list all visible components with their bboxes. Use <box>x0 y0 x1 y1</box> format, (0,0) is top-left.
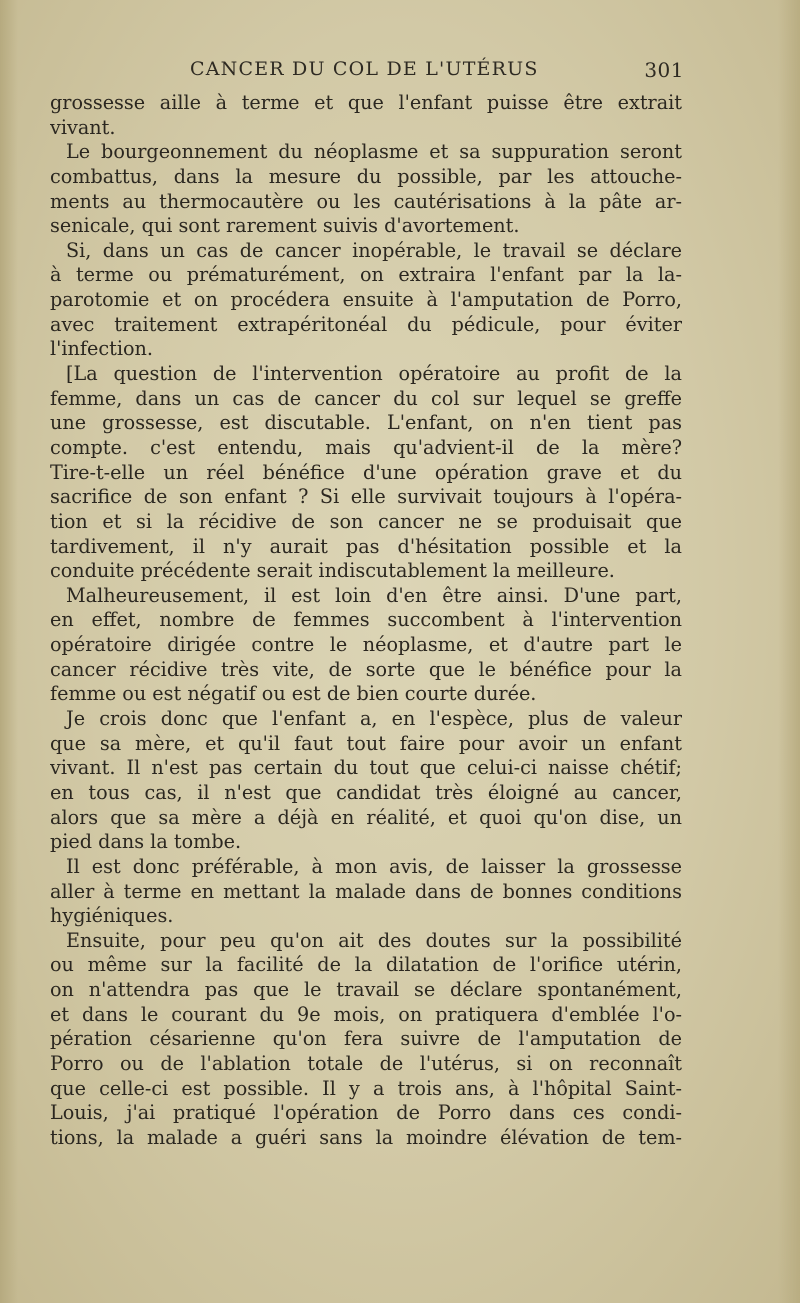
text-line: senicale, qui sont rarement suivis d'avortement. <box>50 214 520 238</box>
text-line: Ensuite, pour peu qu'on ait des doutes sur la possibilité <box>66 928 682 952</box>
text-line: Je crois donc que l'enfant a, en l'espèce, plus de valeur <box>66 707 682 731</box>
text-line: Louis, j'ai pratiqué l'opération de Porro dans ces condi- <box>50 1101 682 1125</box>
text-line: compte. c'est entendu, mais qu'advient-il de la mère? <box>50 435 682 459</box>
text-line: parotomie et on procédera ensuite à l'amputation de Porro, <box>50 288 682 312</box>
text-line: femme, dans un cas de cancer du col sur lequel se greffe <box>50 386 682 410</box>
text-line: conduite précédente serait indiscutablement la meilleure. <box>50 559 615 583</box>
text-line: vivant. <box>50 115 116 139</box>
page-header <box>50 58 690 84</box>
text-line: en tous cas, il n'est que candidat très éloigné au cancer, <box>50 780 682 804</box>
text-line: tion et si la récidive de son cancer ne se produisait que <box>50 509 682 533</box>
text-line: hygiéniques. <box>50 904 174 928</box>
text-line: en effet, nombre de femmes succombent à l'intervention <box>50 608 682 632</box>
text-line: on n'attendra pas que le travail se déclare spontanément, <box>50 978 682 1002</box>
page-edge-shadow-right <box>778 0 800 1303</box>
text-line: Le bourgeonnement du néoplasme et sa suppuration seront <box>66 140 682 164</box>
text-line: opératoire dirigée contre le néoplasme, et d'autre part le <box>50 633 682 657</box>
text-line: que celle-ci est possible. Il y a trois ans, à l'hôpital Saint- <box>50 1076 682 1100</box>
text-line: pération césarienne qu'on fera suivre de l'amputation de <box>50 1027 682 1051</box>
text-line: Porro ou de l'ablation totale de l'utérus, si on reconnaît <box>50 1051 682 1075</box>
page-edge-shadow-left <box>0 0 18 1303</box>
text-line: que sa mère, et qu'il faut tout faire pour avoir un enfant <box>50 731 682 755</box>
text-line: vivant. Il n'est pas certain du tout que celui-ci naisse chétif; <box>50 756 682 780</box>
text-line: une grossesse, est discutable. L'enfant, on n'en tient pas <box>50 411 682 435</box>
text-line: aller à terme en mettant la malade dans de bonnes conditions <box>50 879 682 903</box>
text-line: femme ou est négatif ou est de bien courte durée. <box>50 682 537 706</box>
text-line: tions, la malade a guéri sans la moindre élévation de tem- <box>50 1125 682 1149</box>
page-number: 301 <box>644 58 684 82</box>
text-line: Tire-t-elle un réel bénéfice d'une opération grave et du <box>50 460 682 484</box>
body-text <box>50 91 682 1151</box>
text-line: Malheureusement, il est loin d'en être ainsi. D'une part, <box>66 583 682 607</box>
text-line: avec traitement extrapéritonéal du pédicule, pour éviter <box>50 312 682 336</box>
text-line: grossesse aille à terme et que l'enfant puisse être extrait <box>50 91 682 114</box>
text-line: sacrifice de son enfant ? Si elle survivait toujours à l'opéra- <box>50 485 682 509</box>
text-line: combattus, dans la mesure du possible, par les attouche- <box>50 164 682 188</box>
text-line: ments au thermocautère ou les cautérisations à la pâte ar- <box>50 189 682 213</box>
text-line: pied dans la tombe. <box>50 830 242 854</box>
text-line: Il est donc préférable, à mon avis, de laisser la grossesse <box>66 854 682 878</box>
text-line: [La question de l'intervention opératoire au profit de la <box>66 362 682 386</box>
text-line: Si, dans un cas de cancer inopérable, le travail se déclare <box>66 238 682 262</box>
text-line: tardivement, il n'y aurait pas d'hésitation possible et la <box>50 534 682 558</box>
text-line: et dans le courant du 9e mois, on pratiquera d'emblée l'o- <box>50 1002 682 1026</box>
text-line: alors que sa mère a déjà en réalité, et quoi qu'on dise, un <box>50 805 682 829</box>
text-line: ou même sur la facilité de la dilatation de l'orifice utérin, <box>50 953 682 977</box>
text-line: l'infection. <box>50 337 153 361</box>
text-line: cancer récidive très vite, de sorte que le bénéfice pour la <box>50 657 682 681</box>
running-title: CANCER DU COL DE L'UTÉRUS <box>190 58 539 80</box>
text-line: à terme ou prématurément, on extraira l'enfant par la la- <box>50 263 682 287</box>
